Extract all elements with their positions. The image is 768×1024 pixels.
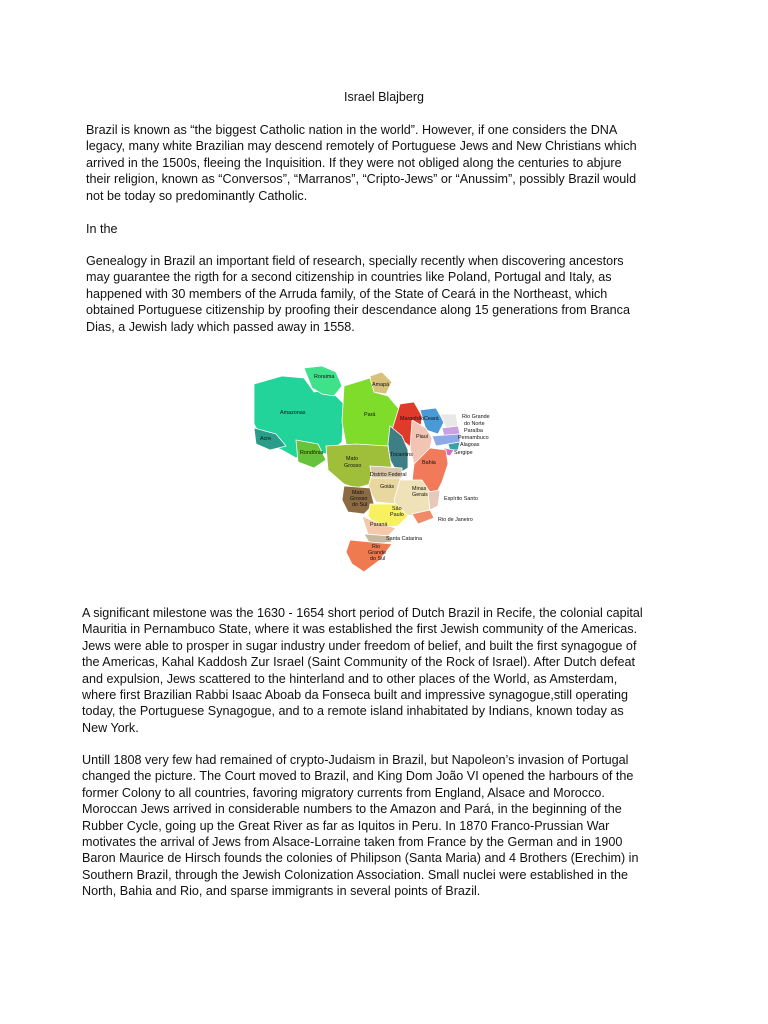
map-label-rio-grande-do-sul-1: Rio	[372, 544, 381, 550]
map-label-rio-de-janeiro: Rio de Janeiro	[438, 517, 473, 523]
map-label-amazonas: Amazonas	[280, 410, 306, 416]
map-label-tocantins: Tocantins	[390, 452, 413, 458]
map-label-roraima: Roraima	[314, 374, 335, 380]
map-label-mato-grosso-do-sul-2: Grosso	[350, 496, 368, 502]
map-label-rio-grande-do-sul-2: Grande	[368, 550, 386, 556]
map-label-piaui: Piauí	[416, 434, 429, 440]
map-label-maranhao: Maranhão	[400, 416, 425, 422]
paragraph-dutch-brazil: A significant milestone was the 1630 - 1654 short period of Dutch Brazil in Recife, the colonial capital Mauritia in Pernambuco State, where it was established the first Jewish community of the Americas. Jews were able to prosper in sugar industry under freedom of belief, and built the first synagogue of the Americas, Kahal Kaddosh Zur Israel (Saint Community of the Rock of Israel). After Dutch defeat and expulsion, Jews scattered to the hinterland and to other places of the World, as Amsterdam, where first Brazilian Rabbi Isaac Aboab da Fonseca built and impressive synagogue,still operating today, the Portuguese Synagogue, and to a remote island inhabitated by Indians, known today as New York.	[82, 606, 643, 735]
map-label-sergipe: Sergipe	[454, 450, 473, 456]
map-label-sao-paulo-2: Paulo	[390, 512, 404, 518]
map-label-rio-grande-do-sul-3: do Sul	[370, 556, 386, 562]
map-label-ceara: Ceará	[424, 416, 439, 422]
map-region-espirito-santo	[428, 490, 440, 510]
map-label-pernambuco: Pernambuco	[458, 435, 489, 441]
document-title: Israel Blajberg	[344, 90, 424, 104]
map-label-amapa: Amapá	[372, 382, 390, 388]
map-label-santa-catarina: Santa Catarina	[386, 536, 422, 542]
map-label-mato-grosso-1: Mato	[346, 456, 358, 462]
map-label-rio-grande-do-norte-1: Rio Grande	[462, 414, 490, 420]
map-label-para: Pará	[364, 412, 376, 418]
map-label-mato-grosso-2: Grosso	[344, 463, 362, 469]
map-label-parana: Paraná	[370, 522, 388, 528]
map-label-paraiba: Paraíba	[464, 428, 483, 434]
paragraph-intro: Brazil is known as “the biggest Catholic nation in the world”. However, if one considers the DNA legacy, many white Brazilian may descend remotely of Portuguese Jews and New Christians which arrived in the 1500s, fleeing the Inquisition. If they were not obliged along the centuries to abjure their religion, known as “Conversos”, “Marranos”, “Cripto-Jews” or “Anussim”, possibly Brazil would not be today so predominantly Catholic.	[86, 123, 637, 203]
map-label-mato-grosso-do-sul-1: Mato	[352, 490, 364, 496]
brazil-states-map	[252, 364, 502, 576]
map-label-goias: Goiás	[380, 484, 395, 490]
map-label-espirito-santo: Espírito Santo	[444, 496, 478, 502]
map-label-alagoas: Alagoas	[460, 442, 480, 448]
map-label-mato-grosso-do-sul-3: do Sul	[352, 502, 368, 508]
map-label-minas-gerais-1: Minas	[412, 486, 427, 492]
map-label-bahia: Bahia	[422, 460, 436, 466]
paragraph-immigration: Untill 1808 very few had remained of crypto-Judaism in Brazil, but Napoleon’s invasion of Portugal changed the picture. The Court moved to Brazil, and King Dom João VI opened the harbours of the former Colony to all countries, favoring migratory currents from England, Alsace and Morocco. Moroccan Jews arrived in considerable numbers to the Amazon and Pará, in the beginning of the Rubber Cycle, going up the Great River as far as Iquitos in Peru. In 1870 Franco-Prussian War motivates the arrival of Jews from Alsace-Lorraine taken from France by the German and in 1900 Baron Maurice de Hirsch founds the colonies of Philipson (Santa Maria) and 4 Brothers (Erechim) in Southern Brazil, through the Jewish Colonization Association. Small nuclei were established in the North, Bahia and Rio, and sparse immigrants in several points of Brazil.	[82, 753, 639, 899]
map-label-sao-paulo-1: São	[392, 506, 402, 512]
paragraph-fragment: In the	[86, 222, 118, 236]
map-label-distrito-federal: Distrito Federal	[370, 472, 407, 478]
map-label-rondonia: Rondônia	[300, 450, 324, 456]
map-label-rio-grande-do-norte-2: do Norte	[464, 421, 485, 427]
map-label-minas-gerais-2: Gerais	[412, 492, 428, 498]
map-label-acre: Acre	[260, 436, 272, 442]
map-region-rio-grande-do-norte	[440, 414, 458, 428]
paragraph-genealogy: Genealogy in Brazil an important field of research, specially recently when discovering ancestors may guarantee the rigth for a second citizenship in countries like Poland, Portugal and Italy, as happened with 30 members of the Arruda family, of the State of Ceará in the Northeast, which obtained Portuguese citizenship by proofing their descendance along 15 generations from Branca Dias, a Jewish lady which passed away in 1558.	[86, 254, 630, 334]
